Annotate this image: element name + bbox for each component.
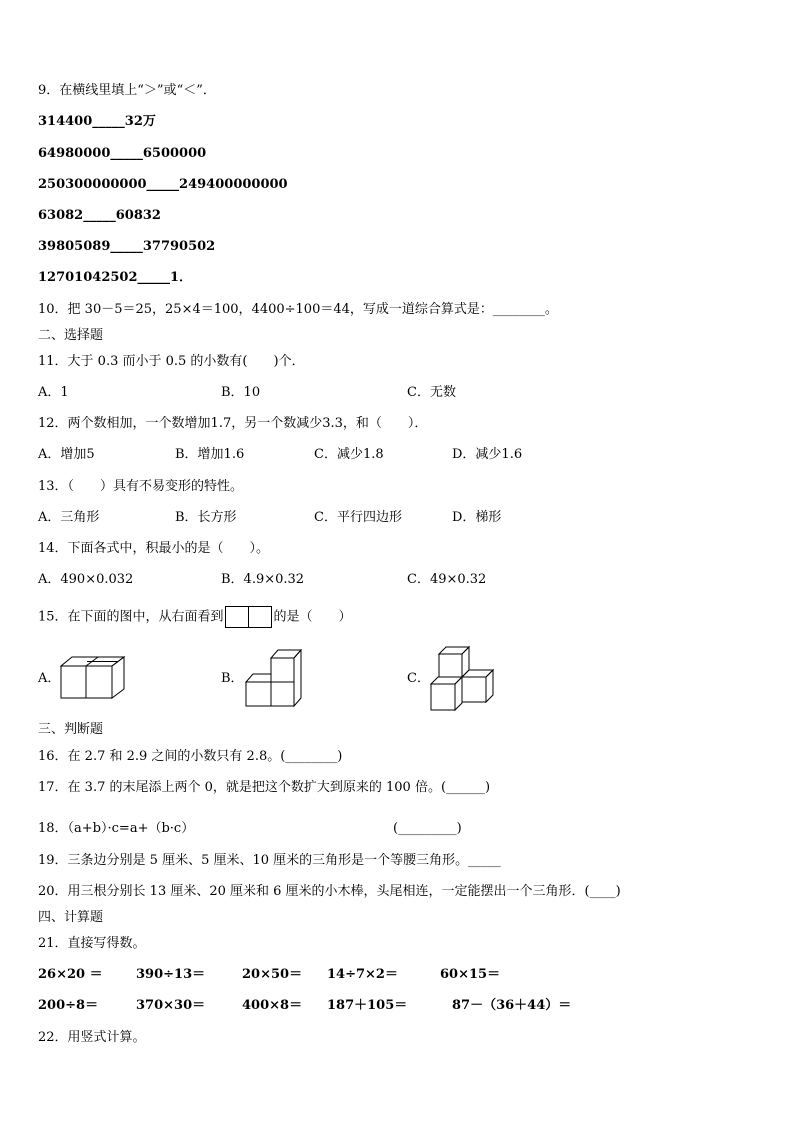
- q14-option-c: C．49×0.32: [407, 572, 487, 587]
- q9-row-6: 12701042502_____1．: [38, 270, 193, 285]
- q21-row1-item-4: 14÷7×2＝: [327, 967, 398, 982]
- q21-row1-item-5: 60×15＝: [440, 967, 501, 982]
- q11-option-b: B．10: [221, 385, 261, 400]
- q18-expression: 18．（a+b）·c=a+（b·c）: [38, 821, 195, 836]
- q21-row1-item-2: 390÷13＝: [136, 967, 206, 982]
- q9-row-5: 39805089_____37790502: [38, 239, 216, 254]
- q11-stem: 11．大于 0.3 而小于 0.5 的小数有( )个．: [38, 354, 305, 369]
- q12-option-a: A．增加5: [38, 447, 95, 462]
- q14-stem: 14．下面各式中，积最小的是（ ）。: [38, 541, 270, 556]
- q21-row2-item-1: 200÷8＝: [38, 998, 99, 1013]
- q11-option-c: C．无数: [407, 385, 456, 400]
- cube-figure-a: [60, 656, 128, 700]
- q22-text: 22．用竖式计算。: [38, 1030, 146, 1045]
- section-4-heading: 四、计算题: [38, 910, 104, 925]
- q12-option-c: C．减少1.8: [314, 447, 384, 462]
- q21-row2-item-2: 370×30＝: [136, 998, 206, 1013]
- q15-option-a-label: A．: [38, 671, 61, 686]
- q9-row-2: 64980000_____6500000: [38, 146, 207, 161]
- q9-stem: 9．在横线里填上“＞”或“＜”．: [38, 83, 216, 98]
- q21-row2-item-5: 87－（36＋44）＝: [452, 998, 572, 1013]
- q15-stem-end: 的是（ ）: [273, 609, 352, 625]
- section-3-heading: 三、判断题: [38, 722, 104, 737]
- q15-option-b-label: B．: [221, 671, 244, 686]
- q15-option-c-label: C．: [407, 671, 430, 686]
- q13-option-c: C．平行四边形: [314, 510, 402, 525]
- q15-stem-start: 15．在下面的图中，从右面看到: [38, 609, 224, 625]
- q21-row1-item-1: 26×20 ＝: [38, 967, 103, 982]
- right-view-shape-icon: [225, 606, 273, 628]
- q9-row-3: 250300000000_____249400000000: [38, 177, 288, 192]
- q18-answer-blank: (_________): [393, 821, 462, 836]
- cube-figure-c: [430, 646, 498, 712]
- q13-option-d: D．梯形: [452, 510, 502, 525]
- q13-stem: 13．（ ）具有不易变形的特性。: [38, 479, 244, 494]
- q15-stem: [38, 606, 352, 628]
- q21-row1-item-3: 20×50＝: [242, 967, 303, 982]
- q17-text: 17．在 3.7 的末尾添上两个 0，就是把这个数扩大到原来的 100 倍。(______): [38, 780, 491, 795]
- q9-row-1: 314400_____32万: [38, 114, 156, 129]
- q12-stem: 12．两个数相加，一个数增加1.7，另一个数减少3.3，和（ ）．: [38, 416, 428, 431]
- q13-option-a: A．三角形: [38, 510, 100, 525]
- q10-text: 10．把 30－5＝25，25×4＝100，4400÷100＝44，写成一道综合算式是：________。: [38, 302, 558, 317]
- q19-text: 19．三条边分别是 5 厘米、5 厘米、10 厘米的三角形是一个等腰三角形。_____: [38, 853, 501, 868]
- q16-text: 16．在 2.7 和 2.9 之间的小数只有 2.8。(________): [38, 749, 343, 764]
- q21-stem: 21．直接写得数。: [38, 936, 146, 951]
- q21-row2-item-3: 400×8＝: [242, 998, 303, 1013]
- section-2-heading: 二、选择题: [38, 328, 104, 343]
- q11-option-a: A．1: [38, 385, 69, 400]
- cube-figure-b: [245, 649, 305, 709]
- q14-option-a: A．490×0.032: [38, 572, 134, 587]
- q21-row2-item-4: 187＋105＝: [327, 998, 408, 1013]
- q12-option-b: B．增加1.6: [175, 447, 245, 462]
- q13-option-b: B．长方形: [175, 510, 237, 525]
- q9-row-4: 63082_____60832: [38, 208, 161, 223]
- q12-option-d: D．减少1.6: [452, 447, 523, 462]
- q14-option-b: B．4.9×0.32: [221, 572, 305, 587]
- q20-text: 20．用三根分别长 13 厘米、20 厘米和 6 厘米的小木棒，头尾相连，一定能摆出一个三角形．(____): [38, 884, 621, 899]
